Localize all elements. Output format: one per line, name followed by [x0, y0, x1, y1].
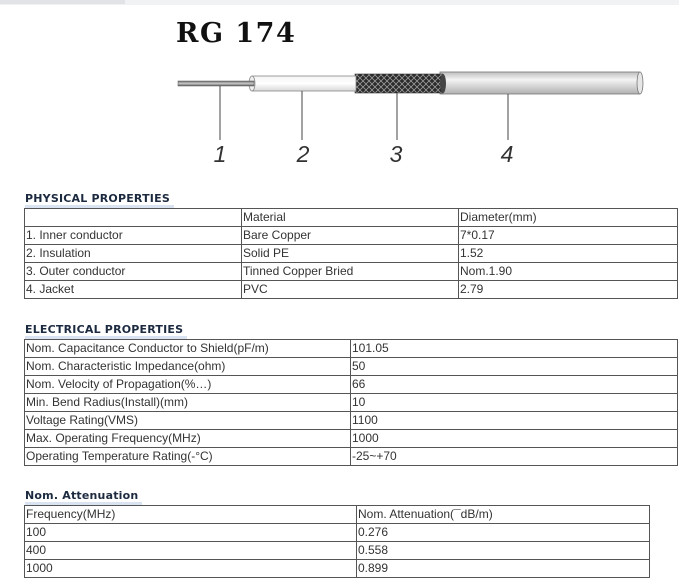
table-row — [25, 560, 650, 578]
callout-4: 4 — [500, 141, 514, 167]
cable-title: RG 174 — [176, 18, 297, 49]
table-row — [25, 358, 678, 376]
braid-end — [440, 74, 446, 93]
header-cell — [25, 209, 242, 227]
insulation-segment — [252, 76, 356, 91]
table-cell: Bare Copper — [242, 227, 459, 245]
top-bar-segment — [0, 0, 125, 4]
table-cell: Solid PE — [242, 245, 459, 263]
table-cell: 2.79 — [459, 281, 678, 299]
table-cell: 0.558 — [357, 542, 650, 560]
table-cell: 1000 — [25, 560, 357, 578]
table-cell: 0.899 — [357, 560, 650, 578]
header-cell-frequency: Frequency(MHz) — [25, 506, 357, 524]
table-cell: 0.276 — [357, 524, 650, 542]
table-cell: 7*0.17 — [459, 227, 678, 245]
table-cell: 1100 — [351, 412, 678, 430]
callout-3: 3 — [389, 141, 403, 167]
table-cell: -25~+70 — [351, 448, 678, 466]
table-cell: 50 — [351, 358, 678, 376]
table-cell: Operating Temperature Rating(-°C) — [25, 448, 351, 466]
attenuation-heading: Nom. Attenuation — [25, 489, 139, 502]
callout-2: 2 — [296, 141, 310, 167]
table-cell: 3. Outer conductor — [25, 263, 242, 281]
table-cell: Max. Operating Frequency(MHz) — [25, 430, 351, 448]
callout-1: 1 — [213, 141, 227, 167]
table-cell: Voltage Rating(VMS) — [25, 412, 351, 430]
table-cell: 101.05 — [351, 340, 678, 358]
table-header-row — [25, 506, 650, 524]
header-cell-material: Material — [242, 209, 459, 227]
table-row — [25, 412, 678, 430]
table-row — [25, 281, 678, 299]
top-bar — [0, 0, 679, 5]
braid-segment — [355, 74, 443, 93]
table-row — [25, 394, 678, 412]
table-cell: Nom.1.90 — [459, 263, 678, 281]
table-row — [25, 340, 678, 358]
jacket-end — [637, 72, 643, 94]
table-row — [25, 430, 678, 448]
table-cell: Nom. Velocity of Propagation(%…) — [25, 376, 351, 394]
table-cell: Tinned Copper Bried — [242, 263, 459, 281]
cable-cross-section-diagram — [0, 55, 679, 175]
table-cell: Min. Bend Radius(Install)(mm) — [25, 394, 351, 412]
header-cell-diameter: Diameter(mm) — [459, 209, 678, 227]
table-cell: Nom. Characteristic Impedance(ohm) — [25, 358, 351, 376]
table-cell: PVC — [242, 281, 459, 299]
electrical-properties-heading: ELECTRICAL PROPERTIES — [25, 323, 184, 336]
table-cell: 2. Insulation — [25, 245, 242, 263]
header-cell-attenuation: Nom. Attenuation(¯dB/m) — [357, 506, 650, 524]
table-row — [25, 227, 678, 245]
table-row — [25, 376, 678, 394]
jacket-segment — [440, 72, 640, 94]
table-cell: 1. Inner conductor — [25, 227, 242, 245]
physical-properties-table — [24, 208, 678, 299]
table-cell: Nom. Capacitance Conductor to Shield(pF/m) — [25, 340, 351, 358]
table-cell: 4. Jacket — [25, 281, 242, 299]
table-row — [25, 524, 650, 542]
table-cell: 10 — [351, 394, 678, 412]
table-row — [25, 448, 678, 466]
inner-conductor-wire — [178, 81, 254, 86]
table-cell: 100 — [25, 524, 357, 542]
table-cell: 1000 — [351, 430, 678, 448]
table-header-row — [25, 209, 678, 227]
electrical-properties-table — [24, 339, 678, 466]
table-cell: 400 — [25, 542, 357, 560]
attenuation-table — [24, 505, 650, 578]
table-row — [25, 263, 678, 281]
table-row — [25, 245, 678, 263]
table-cell: 1.52 — [459, 245, 678, 263]
physical-properties-heading: PHYSICAL PROPERTIES — [25, 192, 170, 205]
table-row — [25, 542, 650, 560]
table-cell: 66 — [351, 376, 678, 394]
